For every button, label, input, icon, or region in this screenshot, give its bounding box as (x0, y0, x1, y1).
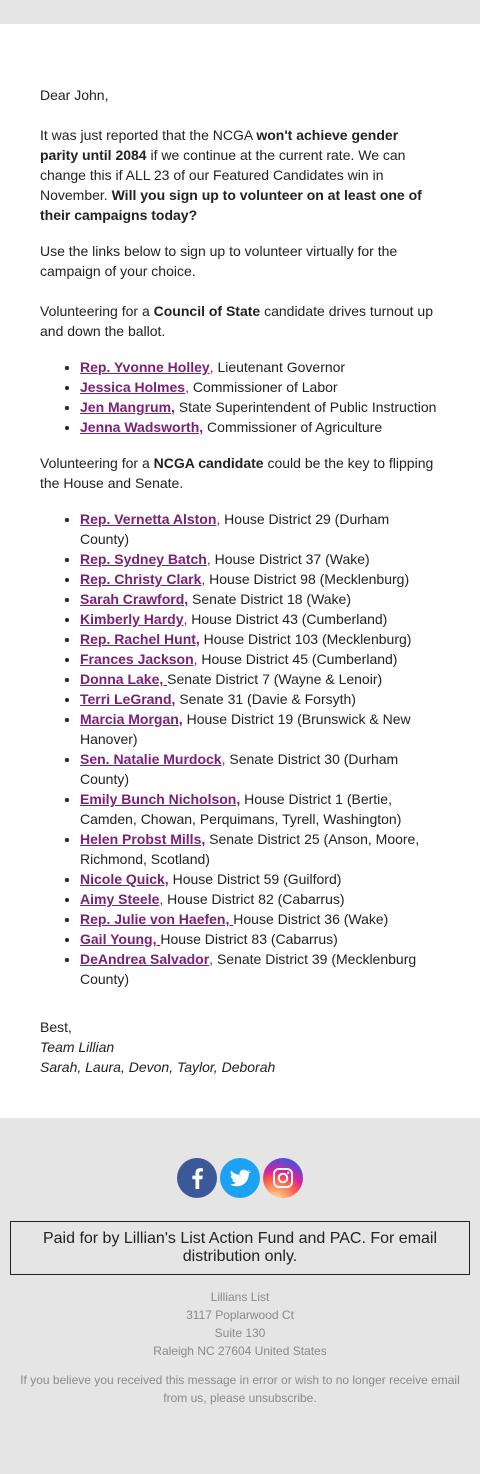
list-item: • Rep. Julie von Haefen, House District 36 (Wake) (80, 909, 440, 929)
intro-paragraph: It was just reported that the NCGA won't achieve gender parity until 2084 if we continue at the current rate. We can change this if ALL 23 of our Featured Candidates win in November. Will you sign up to volunteer on at least one of their campaigns today? (40, 127, 422, 223)
candidate-link[interactable]: Rep. Yvonne Holley (80, 359, 210, 375)
candidate-link[interactable]: Rep. Vernetta Alston (80, 511, 217, 527)
list-item: • Jenna Wadsworth, Commissioner of Agriculture (80, 417, 440, 437)
candidate-link[interactable]: Helen Probst Mills, (80, 831, 206, 847)
list-item: • Terri LeGrand, Senate 31 (Davie & Forsyth) (80, 689, 440, 709)
candidate-link[interactable]: Jenna Wadsworth, (80, 419, 204, 435)
facebook-icon[interactable] (177, 1158, 217, 1198)
candidate-link[interactable]: Jessica Holmes (80, 379, 186, 395)
org-name: Lillians List (210, 1290, 270, 1304)
signoff-team: Team Lillian (40, 1039, 115, 1055)
ncga-intro: Volunteering for a NCGA candidate could be the key to flipping the House and Senate. (40, 455, 434, 491)
list-item: • Rep. Vernetta Alston, House District 29 (Durham County) (80, 509, 440, 549)
list-item: • Sen. Natalie Murdock, Senate District 30 (Durham County) (80, 749, 440, 789)
list-item: • Jen Mangrum, State Superintendent of Public Instruction (80, 397, 440, 417)
list-item: • Rep. Yvonne Holley, Lieutenant Governor (80, 357, 440, 377)
greeting: Dear John, (40, 87, 109, 103)
candidate-link[interactable]: Marcia Morgan, (80, 711, 183, 727)
list-item: • Jessica Holmes, Commissioner of Labor (80, 377, 440, 397)
candidate-link[interactable]: DeAndrea Salvador (80, 951, 210, 967)
candidate-link[interactable]: Rep. Julie von Haefen, (80, 911, 234, 927)
list-item: • Gail Young, House District 83 (Cabarrus) (80, 929, 440, 949)
candidate-link[interactable]: Frances Jackson (80, 651, 194, 667)
list-item: • Rep. Rachel Hunt, House District 103 (Mecklenburg) (80, 629, 440, 649)
list-item: • Nicole Quick, House District 59 (Guilford) (80, 869, 440, 889)
list-item: • Frances Jackson, House District 45 (Cumberland) (80, 649, 440, 669)
address-city: Raleigh NC 27604 United States (153, 1344, 327, 1358)
ncga-candidate-list (40, 509, 440, 989)
candidate-link[interactable]: Donna Lake, (80, 671, 168, 687)
instructions-paragraph: Use the links below to sign up to volunteer virtually for the campaign of your choice. (40, 243, 398, 279)
list-item: • Marcia Morgan, House District 19 (Brunswick & New Hanover) (80, 709, 440, 749)
candidate-link[interactable]: Terri LeGrand, (80, 691, 176, 707)
list-item: • Emily Bunch Nicholson, House District 1 (Bertie, Camden, Chowan, Perquimans, Tyrell, Washington) (80, 789, 440, 829)
candidate-link[interactable]: Nicole Quick, (80, 871, 169, 887)
council-candidate-list (40, 357, 440, 437)
candidate-link[interactable]: Jen Mangrum, (80, 399, 175, 415)
instagram-icon[interactable] (263, 1158, 303, 1198)
signoff-names: Sarah, Laura, Devon, Taylor, Deborah (40, 1059, 276, 1075)
address-street: 3117 Poplarwood Ct (186, 1308, 294, 1322)
candidate-link[interactable]: Kimberly Hardy (80, 611, 184, 627)
address-suite: Suite 130 (214, 1326, 266, 1340)
list-item: • Rep. Sydney Batch, House District 37 (Wake) (80, 549, 440, 569)
list-item: • Rep. Christy Clark, House District 98 (Mecklenburg) (80, 569, 440, 589)
candidate-link[interactable]: Sen. Natalie Murdock (80, 751, 222, 767)
list-item: • Sarah Crawford, Senate District 18 (Wake) (80, 589, 440, 609)
twitter-icon[interactable] (220, 1158, 260, 1198)
candidate-link[interactable]: Emily Bunch Nicholson, (80, 791, 241, 807)
candidate-link[interactable]: Aimy Steele (80, 891, 160, 907)
candidate-link[interactable]: Sarah Crawford, (80, 591, 189, 607)
council-intro: Volunteering for a Council of State candidate drives turnout up and down the ballot. (40, 303, 433, 339)
list-item: • DeAndrea Salvador, Senate District 39 (Mecklenburg County) (80, 949, 440, 989)
list-item: • Kimberly Hardy, House District 43 (Cumberland) (80, 609, 440, 629)
list-item: • Aimy Steele, House District 82 (Cabarrus) (80, 889, 440, 909)
mailing-address (0, 1288, 480, 1360)
unsubscribe-notice[interactable]: If you believe you received this message in error or wish to no longer receive email from us, please unsubscribe. (20, 1373, 460, 1405)
candidate-link[interactable]: Rep. Christy Clark (80, 571, 202, 587)
list-item: • Donna Lake, Senate District 7 (Wayne & Lenoir) (80, 669, 440, 689)
email-footer (0, 1118, 480, 1474)
social-links (0, 1158, 480, 1198)
list-item: • Helen Probst Mills, Senate District 25 (Anson, Moore, Richmond, Scotland) (80, 829, 440, 869)
top-bar (0, 0, 480, 24)
email-body (0, 24, 480, 1118)
candidate-link[interactable]: Gail Young, (80, 931, 161, 947)
paid-for-disclaimer: Paid for by Lillian's List Action Fund and PAC. For email distribution only. (10, 1221, 470, 1275)
candidate-link[interactable]: Rep. Sydney Batch (80, 551, 207, 567)
candidate-link[interactable]: Rep. Rachel Hunt, (80, 631, 200, 647)
signoff-best: Best, (40, 1019, 72, 1035)
